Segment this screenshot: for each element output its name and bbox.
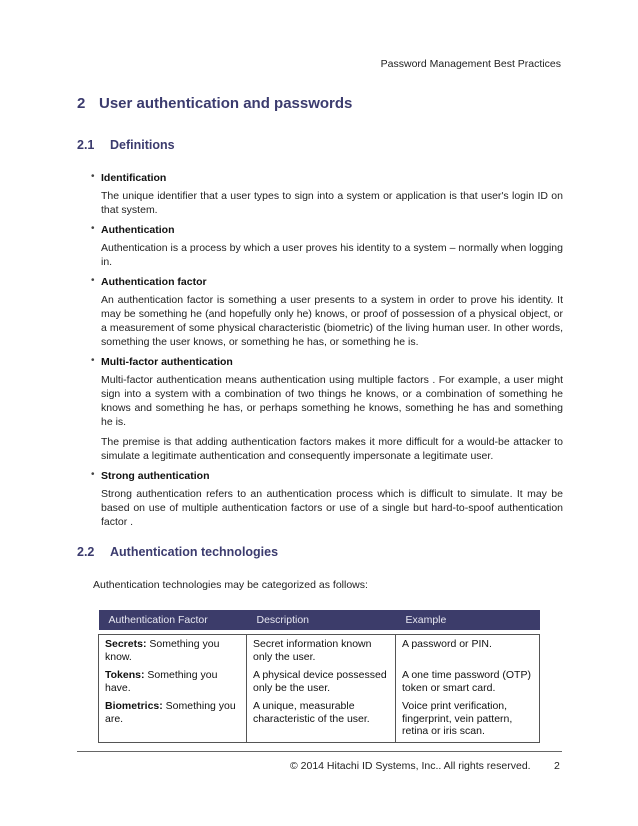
definition-text: Authentication is a process by which a user proves his identity to a system – normally when logging in. — [101, 242, 563, 268]
list-item — [93, 276, 563, 349]
subsection-title: Definitions — [110, 138, 175, 152]
column-header-description: Description — [247, 610, 396, 630]
definition-term: Authentication — [101, 224, 175, 236]
factor-cell — [99, 635, 247, 668]
definition-text: The premise is that adding authentication factors makes it more difficult for a would-be attacker to simulate a legitimate authentication and consequently impersonate a legitimate user. — [101, 436, 563, 462]
factor-name: Biometrics: — [105, 700, 163, 712]
example-cell: Voice print verification, fingerprint, vein pattern, retina or iris scan. — [402, 700, 513, 737]
definition-term: Strong authentication — [101, 470, 210, 482]
section-title: User authentication and passwords — [99, 95, 353, 112]
list-item — [93, 172, 563, 217]
footer-copyright: © 2014 Hitachi ID Systems, Inc.. All rights reserved. — [290, 760, 531, 772]
bullet: • — [91, 275, 95, 286]
definitions-list — [93, 172, 563, 536]
description-cell: A unique, measurable characteristic of the user. — [247, 698, 396, 742]
bullet: • — [91, 469, 95, 480]
subsection-number: 2.2 — [77, 545, 95, 559]
example-cell: A password or PIN. — [402, 638, 492, 650]
factor-cell — [99, 698, 247, 742]
subsection-title: Authentication technologies — [110, 545, 279, 559]
description-cell: Secret information known only the user. — [247, 635, 396, 668]
subsection-number: 2.1 — [77, 138, 95, 152]
authentication-table — [98, 610, 540, 743]
bullet: • — [91, 171, 95, 182]
definition-text: Multi-factor authentication means authentication using multiple factors . For example, a user might sign into a system with a combination of two things he knows, or a combination of something he knows and something he has, or perhaps something he knows, something he has and something he is. — [101, 374, 563, 428]
definition-term: Authentication factor — [101, 276, 207, 288]
table-row — [99, 667, 540, 698]
list-item — [93, 356, 563, 463]
subsection-heading-definitions — [77, 138, 175, 152]
definition-text: An authentication factor is something a user presents to a system in order to prove his identity. It may be something he (and hopefully only he) knows, or proof of possession of a physical object, or a measurement of some physical characteristic (biometric) of the living human user. In other words, something the user knows, or something he has, or something he is. — [101, 294, 563, 348]
factor-name: Secrets: — [105, 638, 147, 650]
definition-term: Identification — [101, 172, 167, 184]
section-number: 2 — [77, 95, 86, 112]
factor-cell — [99, 667, 247, 698]
subsection-heading-technologies — [77, 545, 278, 559]
intro-text: Authentication technologies may be categorized as follows: — [93, 579, 368, 591]
running-header: Password Management Best Practices — [380, 58, 561, 70]
table-row — [99, 635, 540, 668]
column-header-example: Example — [396, 610, 540, 630]
column-header-factor: Authentication Factor — [99, 610, 247, 630]
page-number: 2 — [554, 760, 560, 772]
list-item — [93, 224, 563, 269]
definition-text: Strong authentication refers to an authentication process which is difficult to simulate. It may be based on use of multiple authentication factors or use of a single but hard-to-spoof authentication factor . — [101, 488, 563, 528]
list-item — [93, 470, 563, 529]
footer-divider — [77, 751, 562, 752]
example-cell: A one time password (OTP) token or smart card. — [402, 669, 531, 694]
factor-desc: Something you are. — [105, 700, 236, 725]
table-header-row — [99, 610, 540, 630]
section-heading — [77, 95, 352, 112]
description-cell: A physical device possessed only be the user. — [247, 667, 396, 698]
bullet: • — [91, 223, 95, 234]
bullet: • — [91, 355, 95, 366]
factor-name: Tokens: — [105, 669, 145, 681]
factor-desc: Something you have. — [105, 669, 218, 694]
definition-text: The unique identifier that a user types to sign into a system or application is that user's login ID on that system. — [101, 190, 563, 216]
factor-desc: Something you know. — [105, 638, 220, 663]
table-row — [99, 698, 540, 742]
definition-term: Multi-factor authentication — [101, 356, 233, 368]
